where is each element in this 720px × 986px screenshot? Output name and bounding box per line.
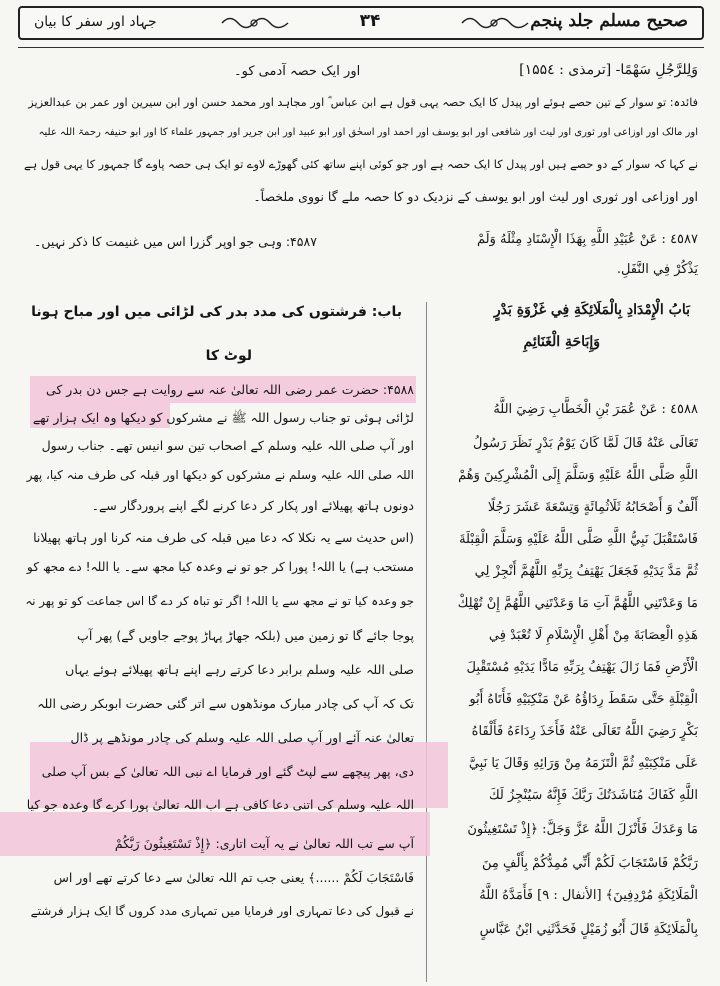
urdu-line: لڑائی ہوئی تو جناب رسول اللہ ﷺ نے مشرکوں کو دیکھا وہ ایک ہزار تھے [32,410,414,425]
arabic-line: ثُمَّ مَدَّ يَدَيْهِ فَجَعَلَ يَهْتِفُ بِرَبِّهِ اللَّهُمَّ أَنْجِزْ لِي [474,564,698,579]
urdu-line: مستحب ہے) یا اللہ! پورا کر جو تو نے وعدہ کیا مجھ سے۔ یا اللہ! دے مجھ کو [26,560,414,574]
urdu-line: دونوں ہاتھ پھیلائے اور پکار کر دعا کرنے لگے اپنے پروردگار سے۔ [91,498,414,513]
arabic-line: أَلْفٌ وَ أَصْحَابُهُ ثَلَاثُمِائَةٍ وَتِسْعَةَ عَشَرَ رَجُلًا [487,500,698,515]
arabic-line: الْقِبْلَةِ حَتَّى سَقَطَ رِدَاؤُهُ عَنْ مَنْكِبَيْهِ فَأَتَاهُ أَبُو [469,692,698,707]
faida-line: فائدہ: تو سوار کے تین حصے ہوئے اور پیدل کا ایک حصہ یہی قول ہے ابن عباس ؓ اور مجاہد اور محمد حسن اور ابن سیرین اور عمر بن عبدالعزیز [28,96,698,109]
urdu-line: نے قبول کی دعا تمہاری اور فرمایا میں تمہاری مدد کروں گا ایک ہزار فرشتے [30,904,414,918]
hadith-4587-urdu: ۴۵۸۷: وہی جو اوپر گزرا اس میں غنیمت کا ذکر نہیں۔ [34,234,317,249]
chapter-heading-urdu: باب: فرشتوں کی مدد بدر کی لڑائی میں اور مباح ہونا [31,304,402,320]
urdu-line: ۴۵۸۸: حضرت عمر رضی اللہ تعالیٰ عنہ سے روایت ہے جس دن بدر کی [45,382,414,397]
arabic-line: الْأَرْضِ فَمَا زَالَ يَهْتِفُ بِرَبِّهِ مَادًّا يَدَيْهِ مُسْتَقْبِلَ [466,660,698,675]
arabic-line: اللَّهِ صَلَّى اللَّهُ عَلَيْهِ وَسَلَّمَ إِلَى الْمُشْرِكِينَ وَهُمْ [458,468,698,483]
chapter-name: جہاد اور سفر کا بیان [34,14,157,30]
urdu-line: تک کہ آپ کی چادر مبارک مونڈھوں سے اتر گئی حضرت ابوبکر رضی اللہ [37,696,414,711]
page-number: ۳۴ [359,11,381,31]
urdu-line: دی، پھر پیچھے سے لپٹ گئے اور فرمایا اے نبی اللہ تعالیٰ کے بس آپ صلی [41,764,414,779]
urdu-line: پوجا جائے گا تو زمین میں (بلکہ جھاڑ پہاڑ پوجے جاویں گے) پھر آپ [77,628,414,643]
urdu-line: اللہ صلی اللہ علیہ وسلم نے مشرکوں کو دیکھا اور قبلہ کی طرف منہ کیا، پھر [26,468,414,482]
page-header [18,6,704,40]
book-title: صحیح مسلم جلد پنجم [530,11,688,31]
arabic-line: بِالْمَلَائِكَةِ قَالَ أَبُو زُمَيْلٍ فَحَدَّثَنِي ابْنُ عَبَّاسٍ [479,922,698,937]
hadith-4587-arabic: ٤٥٨٧ : عَنْ عُبَيْدِ اللَّهِ بِهَذَا الْإِسْنَادِ مِثْلَهُ وَلَمْ [477,232,698,247]
urdu-line: (اس حدیث سے یہ نکلا کہ دعا میں قبلہ کی طرف منہ کرنا اور ہاتھ پھیلانا [33,530,414,545]
faida-line: نے کہا کہ سوار کے دو حصے ہیں اور پیدل کا ایک حصہ ہے اور جو کوئی اپنے ساتھ کئی گھوڑے لاوے تو ایک ہی حصہ پاوے گا جمہور کا یہی قول ہے [23,158,698,171]
top-urdu-line: اور ایک حصہ آدمی کو۔ [234,64,361,79]
arabic-line: مَا وَعَدْتَنِي اللَّهُمَّ آتِ مَا وَعَدْتَنِي اللَّهُمَّ إِنْ تُهْلِكْ [457,596,698,611]
chapter-heading-arabic: وَإِبَاحَةِ الْغَنَائِمِ [523,334,600,350]
arabic-line: ٤٥٨٨ : عَنْ عُمَرَ بْنِ الْخَطَّابِ رَضِيَ اللَّهُ [493,402,698,417]
arabic-line: بَكْرٍ رَضِيَ اللَّهُ تَعَالَى عَنْهُ فَأَخَذَ رِدَاءَهُ فَأَلْقَاهُ [471,724,698,739]
column-divider [426,302,427,982]
ornament-icon [460,12,530,34]
ornament-icon [220,12,290,34]
urdu-line: اور آپ صلی اللہ علیہ وسلم کے اصحاب تین سو انیس تھے۔ جناب رسول [41,438,414,453]
hadith-4587-arabic: يَذْكُرْ فِي النَّفَلِ. [616,262,698,277]
chapter-heading-arabic: بَابُ الْإِمْدَادِ بِالْمَلَائِكَةِ فِي غَزْوَةِ بَدْرٍ [493,302,690,318]
arabic-line: رَبَّكُمْ فَاسْتَجَابَ لَكُمْ أَنِّي مُمِدُّكُمْ بِأَلْفٍ مِنَ [482,856,698,871]
urdu-line: صلی اللہ علیہ وسلم برابر دعا کرتے رہے اپنے ہاتھ پھیلائے ہوئے یہاں [65,662,414,677]
urdu-line: جو وعدہ کیا تو نے مجھ سے یا اللہ! اگر تو تباہ کر دے گا اس جماعت کو تو پھر نہ [25,594,414,608]
faida-line: اور مالک اور اوزاعی اور ثوری اور لیث اور شافعی اور ابو یوسف اور احمد اور اسحٰق اور ابو عبید اور ابن جریر اور جمہور علماء کا اور ابو حنیفہ رحمۃ اللہ علیہ [38,127,698,138]
faida-line: اور اوزاعی اور ثوری اور لیث اور ابو یوسف کے نزدیک دو کا حصہ ملے گا نووی ملخصاً۔ [253,189,698,204]
arabic-line: مَا وَعَدَكَ فَأَنْزَلَ اللَّهُ عَزَّ وَجَلَّ: ﴿إِذْ تَسْتَغِيثُونَ [467,822,698,837]
arabic-line: اللَّهِ كَفَاكَ مُنَاشَدَتُكَ رَبَّكَ فَإِنَّهُ سَيُنْجِزُ لَكَ [488,788,698,803]
chapter-heading-urdu: لوٹ کا [205,348,252,364]
urdu-line: فَاسْتَجَابَ لَكُمْ ......﴾ یعنی جب تم اللہ تعالیٰ سے دعا کرتے تھے اور اس [53,870,414,885]
top-arabic-line: وَلِلرَّجُلِ سَهْمًا- [ترمذی : ۱۵۵٤] [519,62,698,78]
arabic-line: فَاسْتَقْبَلَ نَبِيُّ اللَّهِ صَلَّى اللَّهُ عَلَيْهِ وَسَلَّمَ الْقِبْلَةَ [459,532,698,547]
arabic-line: تَعَالَى عَنْهُ قَالَ لَمَّا كَانَ يَوْمُ بَدْرٍ نَظَرَ رَسُولُ [473,436,698,451]
header-divider [18,47,704,48]
urdu-line: آپ سے تب اللہ تعالیٰ نے یہ آیت اتاری: ﴿إِذْ تَسْتَغِيثُونَ رَبَّكُمْ [114,836,414,851]
arabic-line: عَلَى مَنْكِبَيْهِ ثُمَّ الْتَزَمَهُ مِنْ وَرَائِهِ وَقَالَ يَا نَبِيَّ [468,756,698,771]
urdu-line: تعالیٰ عنہ آئے اور آپ صلی اللہ علیہ وسلم کی چادر مونڈھے پر ڈال [70,730,414,745]
arabic-line: هَذِهِ الْعِصَابَةَ مِنْ أَهْلِ الْإِسْلَامِ لَا تُعْبَدْ فِي [488,628,698,643]
arabic-line: الْمَلَائِكَةِ مُرْدِفِينَ﴾ [الأنفال : ٩] فَأَمَدَّهُ اللَّهُ [479,888,698,903]
urdu-line: اللہ علیہ وسلم کی اتنی دعا کافی ہے اب اللہ تعالیٰ پورا کرے گا وعدہ جو کیا [26,798,414,812]
